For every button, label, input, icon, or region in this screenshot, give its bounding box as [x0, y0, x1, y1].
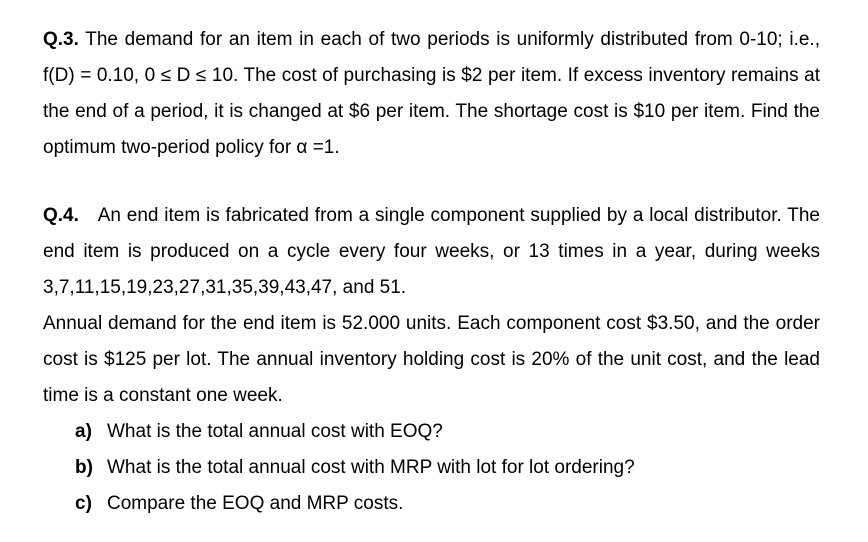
- subquestion-b-text: What is the total annual cost with MRP with lot for lot ordering?: [107, 457, 635, 478]
- question-4-details: Annual demand for the end item is 52.000 units. Each component cost $3.50, and the order cost is $125 per lot. The annual inventory holding cost is 20% of the unit cost, and the lead time is a constant one week.: [43, 313, 820, 406]
- question-4-subquestions: [43, 414, 820, 522]
- subquestion-c: [75, 486, 820, 522]
- subquestion-c-text: Compare the EOQ and MRP costs.: [107, 493, 404, 514]
- subquestion-c-letter: c): [75, 493, 92, 514]
- subquestion-a: [75, 414, 820, 450]
- question-3: [43, 22, 820, 166]
- subquestion-a-letter: a): [75, 421, 92, 442]
- question-4-intro-text: An end item is fabricated from a single component supplied by a local distributor. The end item is produced on a cycle every four weeks, or 13 times in a year, during weeks 3,7,11,15,19,23,27,31,35,39,43,47, and 51.: [43, 205, 820, 298]
- question-3-text: The demand for an item in each of two periods is uniformly distributed from 0-10; i.e., f(D) = 0.10, 0 ≤ D ≤ 10. The cost of purchasing is $2 per item. If excess inventory remains at the end of a period, it is changed at $6 per item. The shortage cost is $10 per item. Find the optimum two-period policy for α =1.: [43, 29, 820, 158]
- subquestion-b: [75, 450, 820, 486]
- subquestion-b-letter: b): [75, 457, 93, 478]
- subquestion-a-text: What is the total annual cost with EOQ?: [107, 421, 443, 442]
- question-4-intro: [43, 198, 820, 306]
- question-3-label: Q.3.: [43, 29, 79, 50]
- question-4-label: Q.4.: [43, 205, 79, 226]
